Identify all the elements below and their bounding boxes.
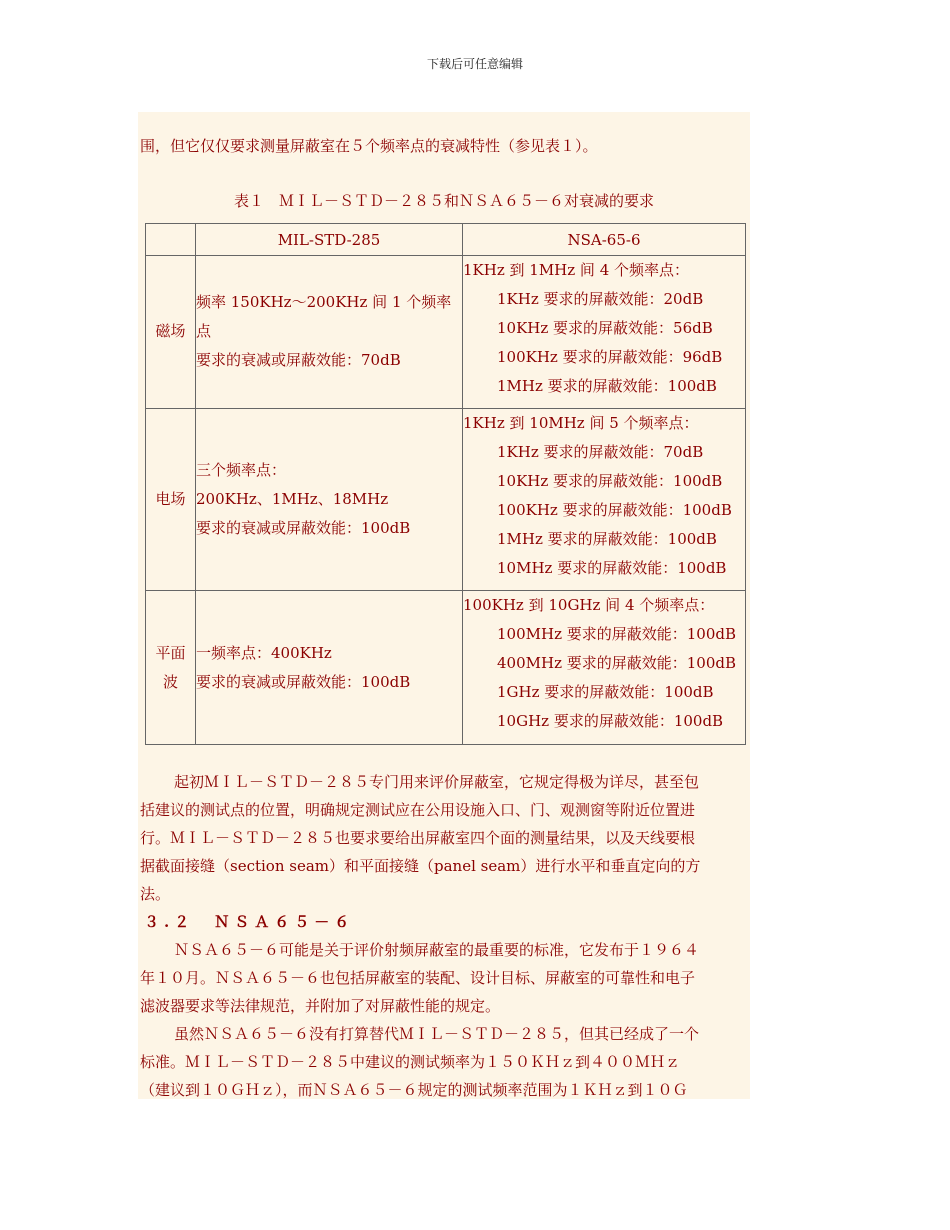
mil-text-line: 一频率点：400KHz (196, 643, 332, 662)
nsa-requirement-item: 10KHz 要求的屏蔽效能：56dB (497, 319, 713, 338)
paragraph-line: 滤波器要求等法律规范，并附加了对屏蔽性能的规定。 (140, 997, 501, 1015)
page-header: 下载后可任意编辑 (426, 57, 523, 71)
nsa-cell-plane-wave (463, 591, 746, 745)
mil-text-line: 要求的衰减或屏蔽效能：100dB (196, 672, 411, 691)
nsa-requirement-item: 1MHz 要求的屏蔽效能：100dB (497, 529, 717, 548)
nsa-range-title: 1KHz 到 1MHz 间 4 个频率点： (463, 261, 690, 280)
table-header-row (146, 224, 746, 256)
row-label-line: 平面 (155, 643, 186, 662)
header-mil-std-285: MIL-STD-285 (196, 224, 463, 256)
paragraph-line: ＮＳＡ６５－６可能是关于评价射频屏蔽室的最重要的标准，它发布于１９６４ (174, 941, 700, 959)
body-text (140, 768, 746, 1104)
paragraph-line: 标准。ＭＩＬ－ＳＴＤ－２８５中建议的测试频率为１５０ＫＨｚ到４００ＭＨｚ (140, 1053, 681, 1071)
paragraph-line: 法。 (140, 885, 171, 903)
nsa-requirement-item: 1MHz 要求的屏蔽效能：100dB (497, 377, 717, 396)
nsa-requirement-item: 100KHz 要求的屏蔽效能：96dB (497, 348, 723, 367)
nsa-requirement-item: 1GHz 要求的屏蔽效能：100dB (497, 683, 714, 702)
nsa-requirement-item: 100KHz 要求的屏蔽效能：100dB (497, 500, 732, 519)
mil-cell-electric (196, 408, 463, 591)
table-caption: 表１ ＭＩＬ－ＳＴＤ－２８５和ＮＳＡ６５－６对衰减的要求 (233, 192, 654, 210)
nsa-requirement-item: 1KHz 要求的屏蔽效能：70dB (497, 442, 704, 461)
paragraph-line: （建议到１０ＧＨｚ），而ＮＳＡ６５－６规定的测试频率范围为１ＫＨｚ到１０Ｇ (140, 1081, 688, 1099)
mil-text-line: 200KHz、1MHz、18MHz (196, 490, 389, 509)
nsa-range-title: 1KHz 到 10MHz 间 5 个频率点： (463, 413, 699, 432)
header-nsa-65-6: NSA-65-6 (463, 224, 746, 256)
section-heading: ３.２ ＮＳＡ６５－６ (144, 913, 355, 931)
document-body (138, 112, 750, 1099)
nsa-range-title: 100KHz 到 10GHz 间 4 个频率点： (463, 596, 715, 615)
mil-text-line: 要求的衰减或屏蔽效能：100dB (196, 519, 411, 538)
table-row-plane-wave (146, 591, 746, 745)
paragraph-line: 虽然ＮＳＡ６５－６没有打算替代ＭＩＬ－ＳＴＤ－２８５，但其已经成了一个 (174, 1025, 700, 1043)
mil-text-line: 频率 150KHz～200KHz 间 1 个频率点 (196, 293, 452, 341)
table-row-magnetic (146, 256, 746, 409)
nsa-cell-magnetic (463, 256, 746, 409)
paragraph-line: 起初ＭＩＬ－ＳＴＤ－２８５专门用来评价屏蔽室，它规定得极为详尽，甚至包 (174, 773, 700, 791)
nsa-requirement-item: 100MHz 要求的屏蔽效能：100dB (497, 625, 736, 644)
row-label-magnetic-field: 磁场 (146, 256, 196, 409)
mil-text-line: 三个频率点： (196, 461, 287, 480)
intro-line: 围，但它仅仅要求测量屏蔽室在５个频率点的衰减特性（参见表１）。 (140, 137, 598, 155)
nsa-requirement-item: 10MHz 要求的屏蔽效能：100dB (497, 558, 727, 577)
row-label-electric-field: 电场 (146, 408, 196, 591)
row-label-plane-wave (146, 591, 196, 745)
attenuation-requirements-table (145, 223, 746, 745)
nsa-cell-electric (463, 408, 746, 591)
table-row-electric (146, 408, 746, 591)
paragraph-line: 年１０月。ＮＳＡ６５－６也包括屏蔽室的装配、设计目标、屏蔽室的可靠性和电子 (140, 969, 696, 987)
paragraph-line: 行。ＭＩＬ－ＳＴＤ－２８５也要求要给出屏蔽室四个面的测量结果，以及天线要根 (140, 829, 696, 847)
mil-cell-magnetic (196, 256, 463, 409)
nsa-requirement-item: 10KHz 要求的屏蔽效能：100dB (497, 471, 723, 490)
paragraph-line: 括建议的测试点的位置，明确规定测试应在公用设施入口、门、观测窗等附近位置进 (140, 801, 696, 819)
nsa-requirement-item: 400MHz 要求的屏蔽效能：100dB (497, 654, 736, 673)
nsa-requirement-item: 1KHz 要求的屏蔽效能：20dB (497, 290, 704, 309)
mil-cell-plane-wave (196, 591, 463, 745)
nsa-requirement-item: 10GHz 要求的屏蔽效能：100dB (497, 712, 724, 731)
row-label-line: 波 (162, 672, 178, 691)
header-empty-cell (146, 224, 196, 256)
mil-text-line: 要求的衰减或屏蔽效能：70dB (196, 351, 401, 370)
paragraph-line: 据截面接缝（section seam）和平面接缝（panel seam）进行水平和垂直定向的方 (140, 857, 701, 875)
